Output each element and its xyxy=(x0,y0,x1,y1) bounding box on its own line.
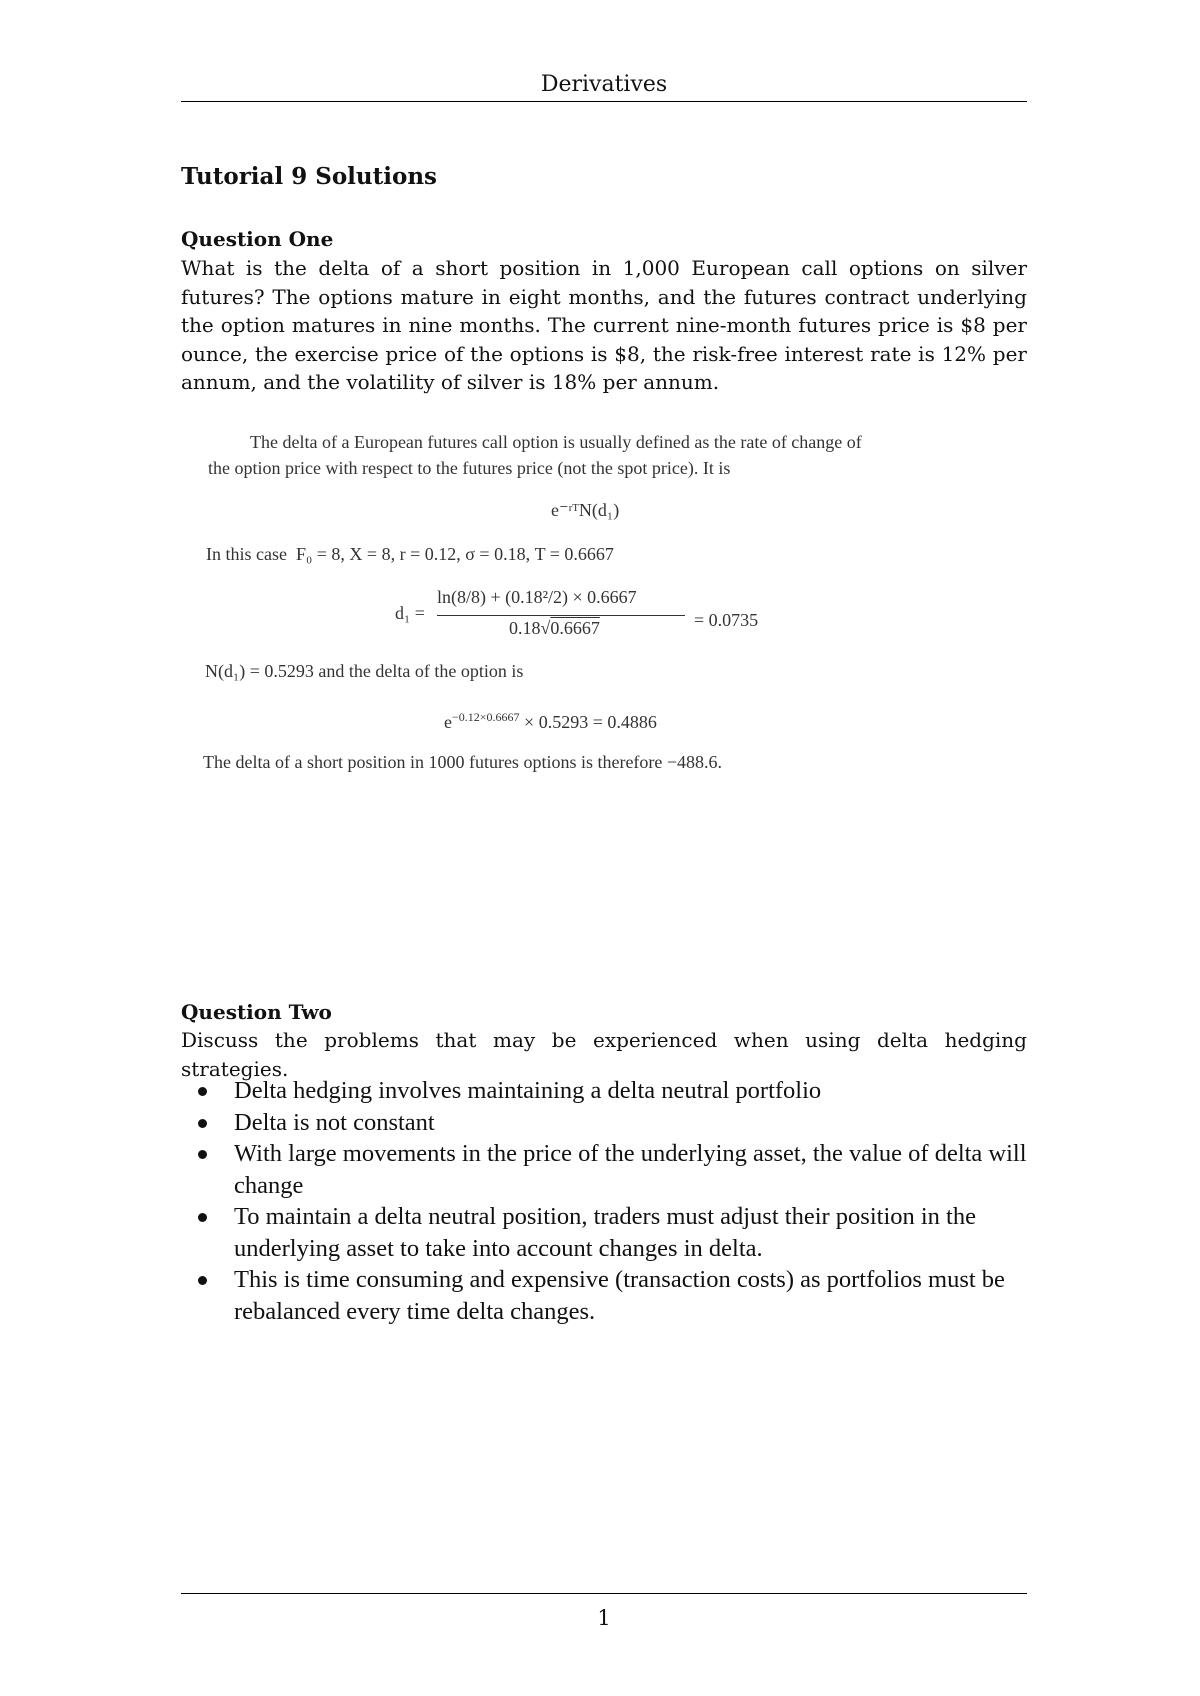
header-rule xyxy=(181,101,1027,102)
bullet-dot-icon xyxy=(198,1213,207,1222)
bullet-text: To maintain a delta neutral position, traders must adjust their position in the underlying asset to take into account changes in delta. xyxy=(234,1203,976,1262)
page-number: 1 xyxy=(597,1606,611,1630)
d1-denominator-coef: 0.18 xyxy=(509,618,541,638)
question-two-text: Discuss the problems that may be experienced when using delta hedging strategies. xyxy=(181,1028,1027,1081)
delta-formula: e⁻ʳᵀN(d₁) xyxy=(551,500,620,520)
bullet-dot-icon xyxy=(198,1276,207,1285)
question-two-heading: Question Two xyxy=(181,1000,332,1024)
answer-bullet-list xyxy=(195,1075,1035,1327)
case-line xyxy=(206,544,614,565)
case-prefix: In this case xyxy=(206,544,287,564)
list-item xyxy=(195,1075,1035,1107)
running-header: Derivatives xyxy=(540,72,668,97)
fraction-bar xyxy=(437,615,685,616)
question-one-text: What is the delta of a short position in 1,000 European call options on silver futures? The options mature in eight months, and the futures contract underlying the option matures in nine months. The current nine-month futures price is $8 per ounce, the exercise price of the options is $8, the risk-free interest rate is 12% per annum, and the volatility of silver is 18% per annum. xyxy=(181,256,1027,394)
d1-denominator-root: 0.6667 xyxy=(550,618,600,638)
case-values: F₀ = 8, X = 8, r = 0.12, σ = 0.18, T = 0.6667 xyxy=(295,544,614,564)
bullet-text: This is time consuming and expensive (transaction costs) as portfolios must be rebalanced every time delta changes. xyxy=(234,1266,1005,1325)
d1-result: = 0.0735 xyxy=(694,610,759,630)
sqrt-symbol: √ xyxy=(540,618,551,638)
delta-base: e xyxy=(444,712,452,732)
d1-numerator: ln(8/8) + (0.18²/2) × 0.6667 xyxy=(437,587,637,607)
footer-rule xyxy=(181,1593,1027,1594)
bullet-text: Delta hedging involves maintaining a delta neutral portfolio xyxy=(234,1077,822,1104)
bullet-dot-icon xyxy=(198,1150,207,1159)
delta-rest: × 0.5293 = 0.4886 xyxy=(524,712,657,732)
bullet-dot-icon xyxy=(198,1087,207,1096)
solution-intro-line1: The delta of a European futures call option is usually defined as the rate of change of xyxy=(250,432,862,452)
list-item xyxy=(195,1138,1035,1201)
question-one-heading: Question One xyxy=(181,227,334,251)
delta-calculation xyxy=(444,710,657,733)
page-title: Tutorial 9 Solutions xyxy=(181,163,437,190)
solution-conclusion: The delta of a short position in 1000 futures options is therefore −488.6. xyxy=(203,752,723,772)
list-item xyxy=(195,1201,1035,1264)
delta-exponent: −0.12×0.6667 xyxy=(452,710,520,724)
bullet-text: With large movements in the price of the underlying asset, the value of delta will change xyxy=(234,1140,1027,1199)
d1-denominator xyxy=(509,618,600,639)
bullet-dot-icon xyxy=(198,1119,207,1128)
list-item xyxy=(195,1264,1035,1327)
bullet-text: Delta is not constant xyxy=(234,1108,435,1136)
solution-intro-line2: the option price with respect to the futures price (not the spot price). It is xyxy=(208,458,731,478)
list-item xyxy=(195,1107,1035,1139)
n-d1-line: N(d₁) = 0.5293 and the delta of the option is xyxy=(205,661,524,681)
d1-label: d₁ = xyxy=(395,603,425,623)
